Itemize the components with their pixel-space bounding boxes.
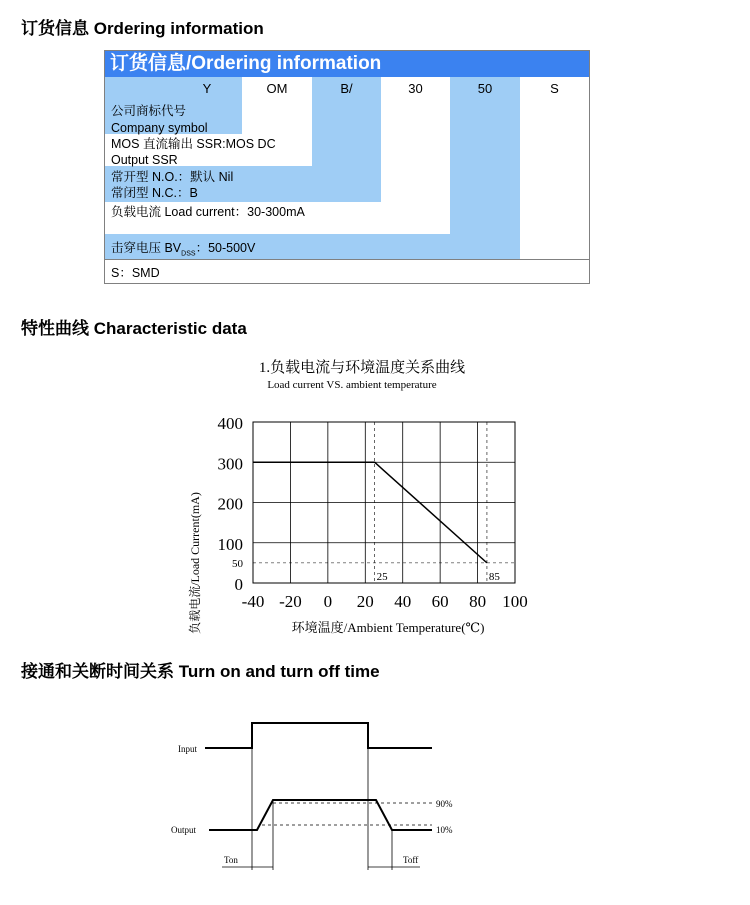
code-s: S (550, 81, 559, 96)
chart-y-tick-label: 100 (217, 534, 243, 554)
chart-x-tick-label: 100 (502, 592, 528, 611)
smd-text: S：SMD (111, 266, 160, 280)
chart-grid (253, 422, 515, 583)
code-om: OM (266, 81, 288, 96)
breakdown-voltage-text: 击穿电压 $BV_{DSS}$：50-500V (111, 241, 256, 258)
company-symbol-cn: 公司商标代号 (111, 104, 187, 118)
timing-diagram (0, 695, 750, 905)
toff-label: Toff (403, 855, 419, 865)
company-symbol-en: Company symbol (111, 121, 208, 135)
chart-x-tick-label: 0 (323, 592, 333, 611)
ordering-section-title: 订货信息 Ordering information (21, 19, 264, 38)
chart-subtitle: Load current VS. ambient temperature (267, 379, 437, 391)
timing-section-title: 接通和关断时间关系 Turn on and turn off time (21, 662, 380, 681)
chart-x-tick-label: -40 (241, 592, 265, 611)
chart-y-tick-label: 50 (232, 557, 243, 570)
output-label: Output (171, 825, 197, 835)
characteristic-section-title: 特性曲线 Characteristic data (21, 319, 247, 338)
chart-x-label: 环境温度/Ambient Temperature(℃) (291, 620, 485, 635)
load-current-series-line (253, 462, 487, 563)
output-type-line1: MOS 直流输出 SSR:MOS DC (111, 137, 276, 151)
chart-y-tick-label: 200 (217, 494, 243, 514)
chart-annotation-25: 25 (376, 571, 388, 583)
chart-x-tick-label: -20 (279, 592, 302, 611)
load-current-chart (0, 350, 750, 640)
input-label: Input (178, 744, 197, 754)
output-type-line2: Output SSR (111, 153, 178, 167)
chart-x-tick-label: 60 (431, 592, 449, 611)
chart-annotation-85: 85 (488, 571, 500, 583)
contact-no: 常开型 N.O.：默认 Nil (111, 170, 234, 184)
ton-label: Ton (224, 855, 238, 865)
chart-y-tick-label: 400 (217, 414, 243, 433)
chart-ticks (218, 414, 528, 611)
code-b: B/ (340, 81, 353, 96)
load-current-text: 负载电流 Load current：30-300mA (111, 205, 305, 219)
code-y: Y (202, 81, 212, 96)
percent-10-label: 10% (436, 825, 453, 835)
chart-x-tick-label: 20 (356, 592, 374, 611)
contact-nc: 常闭型 N.C.：B (111, 186, 198, 200)
chart-x-tick-label: 40 (394, 592, 412, 611)
code-50: 50 (477, 81, 493, 96)
code-30: 30 (408, 81, 423, 96)
input-waveform (205, 723, 432, 748)
chart-y-label: 负载电流/Load Current(mA) (188, 492, 202, 634)
ordering-table (104, 50, 590, 284)
chart-y-tick-label: 0 (234, 575, 243, 594)
ordering-table-title: 订货信息/Ordering information (105, 51, 589, 77)
chart-x-tick-label: 80 (469, 592, 487, 611)
chart-title: 1.负载电流与环境温度关系曲线 (258, 360, 466, 376)
output-waveform (209, 800, 432, 830)
percent-90-label: 90% (436, 799, 453, 809)
chart-y-tick-label: 300 (217, 454, 243, 474)
